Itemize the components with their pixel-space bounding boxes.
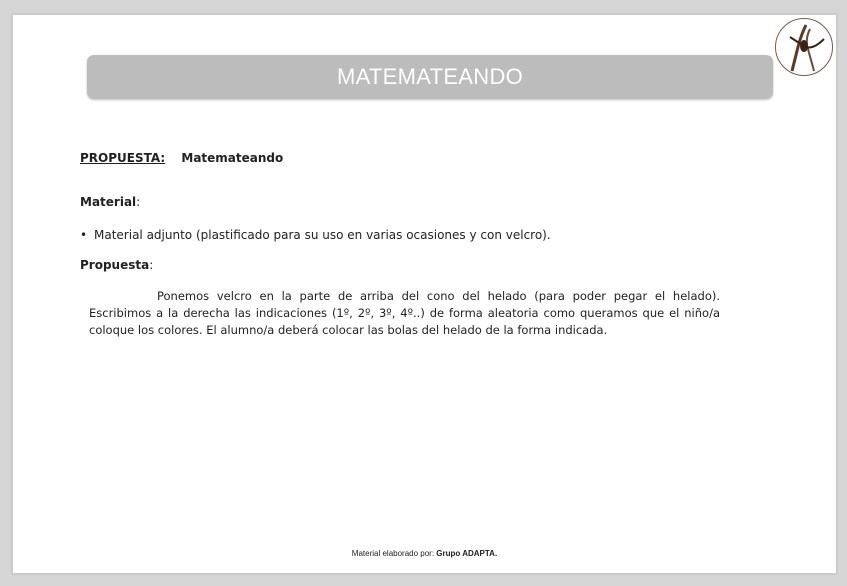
figure-silhouette-icon — [775, 18, 833, 76]
footer-credit — [13, 549, 836, 558]
propuesta-heading-colon: : — [149, 258, 154, 272]
propuesta-label: PROPUESTA: — [80, 151, 166, 165]
document-content — [80, 151, 720, 339]
bullet-icon: • — [80, 228, 88, 242]
propuesta-heading: Propuesta — [80, 258, 150, 272]
footer-author: Grupo ADAPTA. — [436, 549, 498, 558]
propuesta-paragraph — [80, 288, 720, 339]
material-heading-line — [80, 195, 720, 209]
list-item — [80, 228, 720, 242]
material-heading-colon: : — [136, 195, 141, 209]
propuesta-value: Matemateando — [181, 151, 284, 165]
document-page — [12, 14, 837, 574]
page-title: MATEMATEANDO — [336, 64, 524, 89]
title-banner — [87, 55, 773, 99]
footer-prefix: Material elaborado por: — [351, 549, 437, 558]
propuesta-text: Ponemos velcro en la parte de arriba del cono del helado (para poder pegar el helado). Escribimos a la derecha las indicaciones (1º, 2º, 3º, 4º..) de forma aleatoria como queramos que el niño/a coloque los colores. El alumno/a deberá colocar las bolas del helado de la forma indicada. — [89, 289, 720, 337]
material-heading: Material — [80, 195, 137, 209]
material-item-text: Material adjunto (plastificado para su uso en varias ocasiones y con velcro). — [94, 228, 551, 242]
propuesta-heading-line — [80, 258, 720, 272]
propuesta-line — [80, 151, 720, 165]
